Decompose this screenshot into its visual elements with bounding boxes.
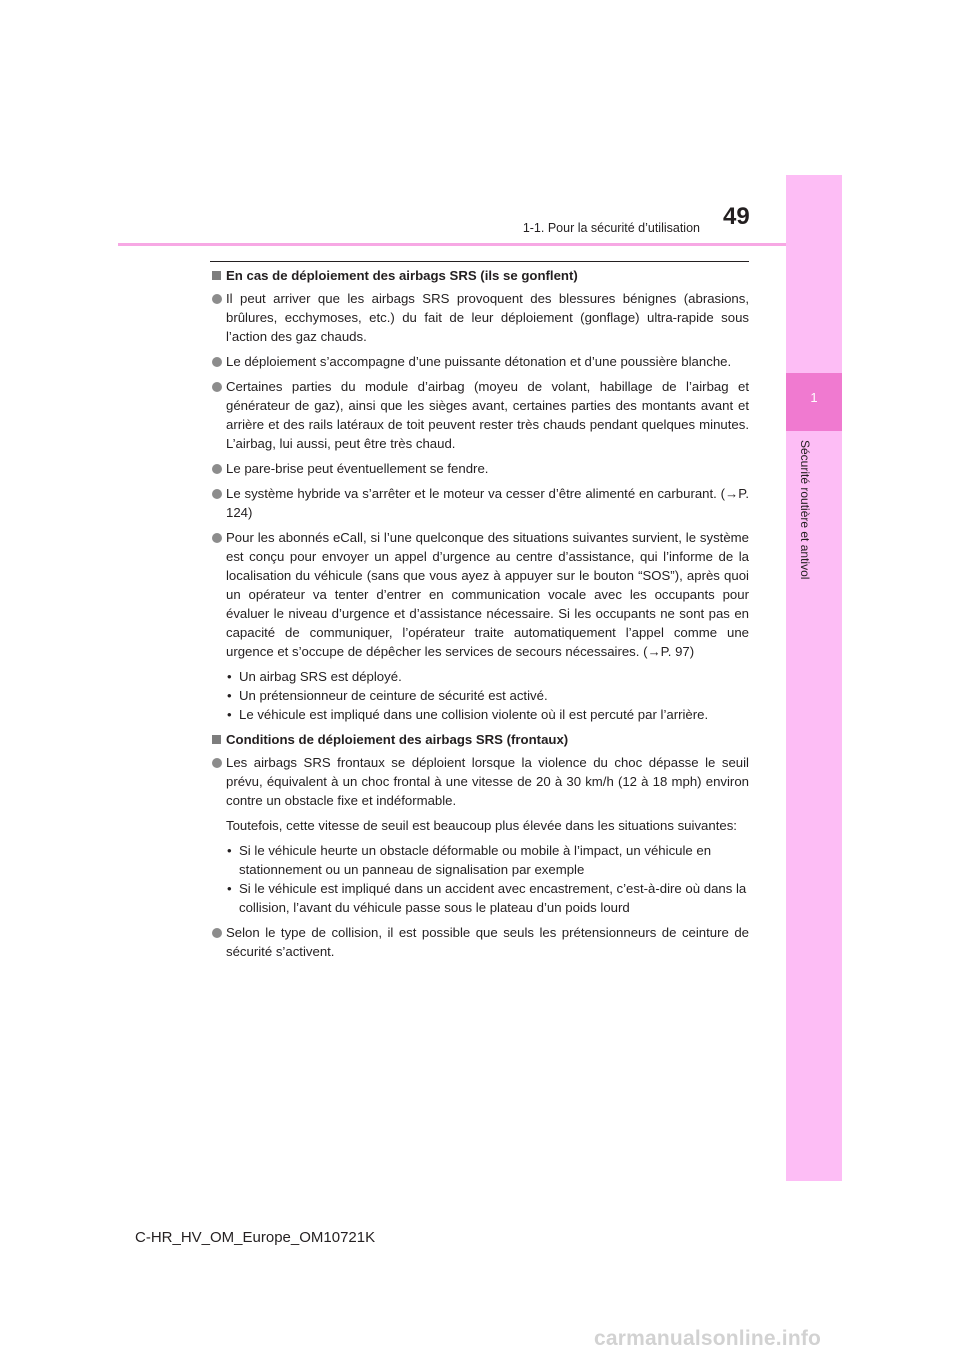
header-rule: [118, 243, 786, 246]
list-item: Les airbags SRS frontaux se déploient lorsque la violence du choc dépasse le seuil prévu, équivalent à un choc frontal à une vitesse de 20 à 30 km/h (12 à 18 mph) environ contre un obstacle fixe et indéformable.: [212, 753, 749, 810]
content-rule: [210, 261, 749, 262]
list-item: Il peut arriver que les airbags SRS provoquent des blessures bénignes (abrasions, brûlures, ecchymoses, etc.) du fait de leur déploiement (gonflage) ultra-rapide sous l’action des gaz chauds.: [212, 289, 749, 346]
bullet-dot-icon: [212, 928, 222, 938]
sub-bullet: • Le véhicule est impliqué dans une collision violente où il est percuté par l’arrière.: [227, 707, 709, 722]
chapter-title: Sécurité routière et antivol: [798, 440, 812, 580]
chapter-number: 1: [810, 390, 818, 405]
list-item: Le système hybride va s’arrêter et le moteur va cesser d’être alimenté en carburant. (→P. 124): [212, 484, 749, 522]
bullet-dot-icon: [212, 382, 222, 392]
list-item: Selon le type de collision, il est possible que seuls les prétensionneurs de ceinture de sécurité s’activent.: [212, 923, 749, 961]
chapter-tab-strip: [786, 175, 842, 1181]
bullet-dot-icon: [212, 533, 222, 543]
content-body: [212, 266, 749, 967]
bullet-dot-icon: [212, 357, 222, 367]
list-item: Certaines parties du module d’airbag (moyeu de volant, habillage de l’airbag et générateur de gaz), ainsi que les sièges avant, certaines parties des montants avant et arrière et des rails latéraux de toit peuvent rester très chauds pendant quelques minutes. L’airbag, lui aussi, peut être très chaud.: [212, 377, 749, 453]
list-item: Le pare-brise peut éventuellement se fendre.: [212, 459, 749, 478]
sub-bullet: • Si le véhicule est impliqué dans un accident avec encastrement, c’est-à-dire où dans la collision, l’avant du véhicule passe sous le plateau d’un poids lourd: [227, 881, 747, 915]
sub-bullet: • Un prétensionneur de ceinture de sécurité est activé.: [227, 688, 548, 703]
bullet-dot-icon: [212, 464, 222, 474]
bullet-dot-icon: [212, 758, 222, 768]
section-label: 1-1. Pour la sécurité d’utilisation: [522, 221, 700, 235]
manual-code: C-HR_HV_OM_Europe_OM10721K: [135, 1229, 376, 1246]
section-heading: Conditions de déploiement des airbags SRS (frontaux): [212, 730, 749, 749]
sub-bullet: • Un airbag SRS est déployé.: [227, 669, 402, 684]
page-number: 49: [723, 203, 750, 230]
list-item: Le déploiement s’accompagne d’une puissante détonation et d’une poussière blanche.: [212, 352, 749, 371]
list-item: Pour les abonnés eCall, si l’une quelconque des situations suivantes survient, le système est conçu pour envoyer un appel d’urgence au centre d’assistance, qui l’informe de la localisation du véhicule (sans que vous ayez à appuyer sur le bouton “SOS”), après quoi un opérateur va tenter d’entrer en communication vocale avec les occupants pour évaluer le niveau d’urgence et d’assistance nécessaire. Si les occupants ne sont pas en capacité de communiquer, l’opérateur traite automatiquement l’appel comme une urgence et s’occupe de dépêcher les services de secours nécessaires. (→P. 97): [212, 528, 749, 661]
bullet-dot-icon: [212, 489, 222, 499]
section-heading: En cas de déploiement des airbags SRS (ils se gonflent): [212, 266, 749, 285]
watermark: carmanualsonline.info: [594, 1327, 822, 1350]
bullet-dot-icon: [212, 294, 222, 304]
paragraph: Toutefois, cette vitesse de seuil est beaucoup plus élevée dans les situations suivantes:: [226, 818, 737, 833]
sub-bullet-list: [212, 841, 749, 917]
sub-bullet-list: [212, 667, 749, 724]
sub-bullet: • Si le véhicule heurte un obstacle déformable ou mobile à l’impact, un véhicule en stationnement ou un panneau de signalisation par exemple: [227, 843, 712, 877]
